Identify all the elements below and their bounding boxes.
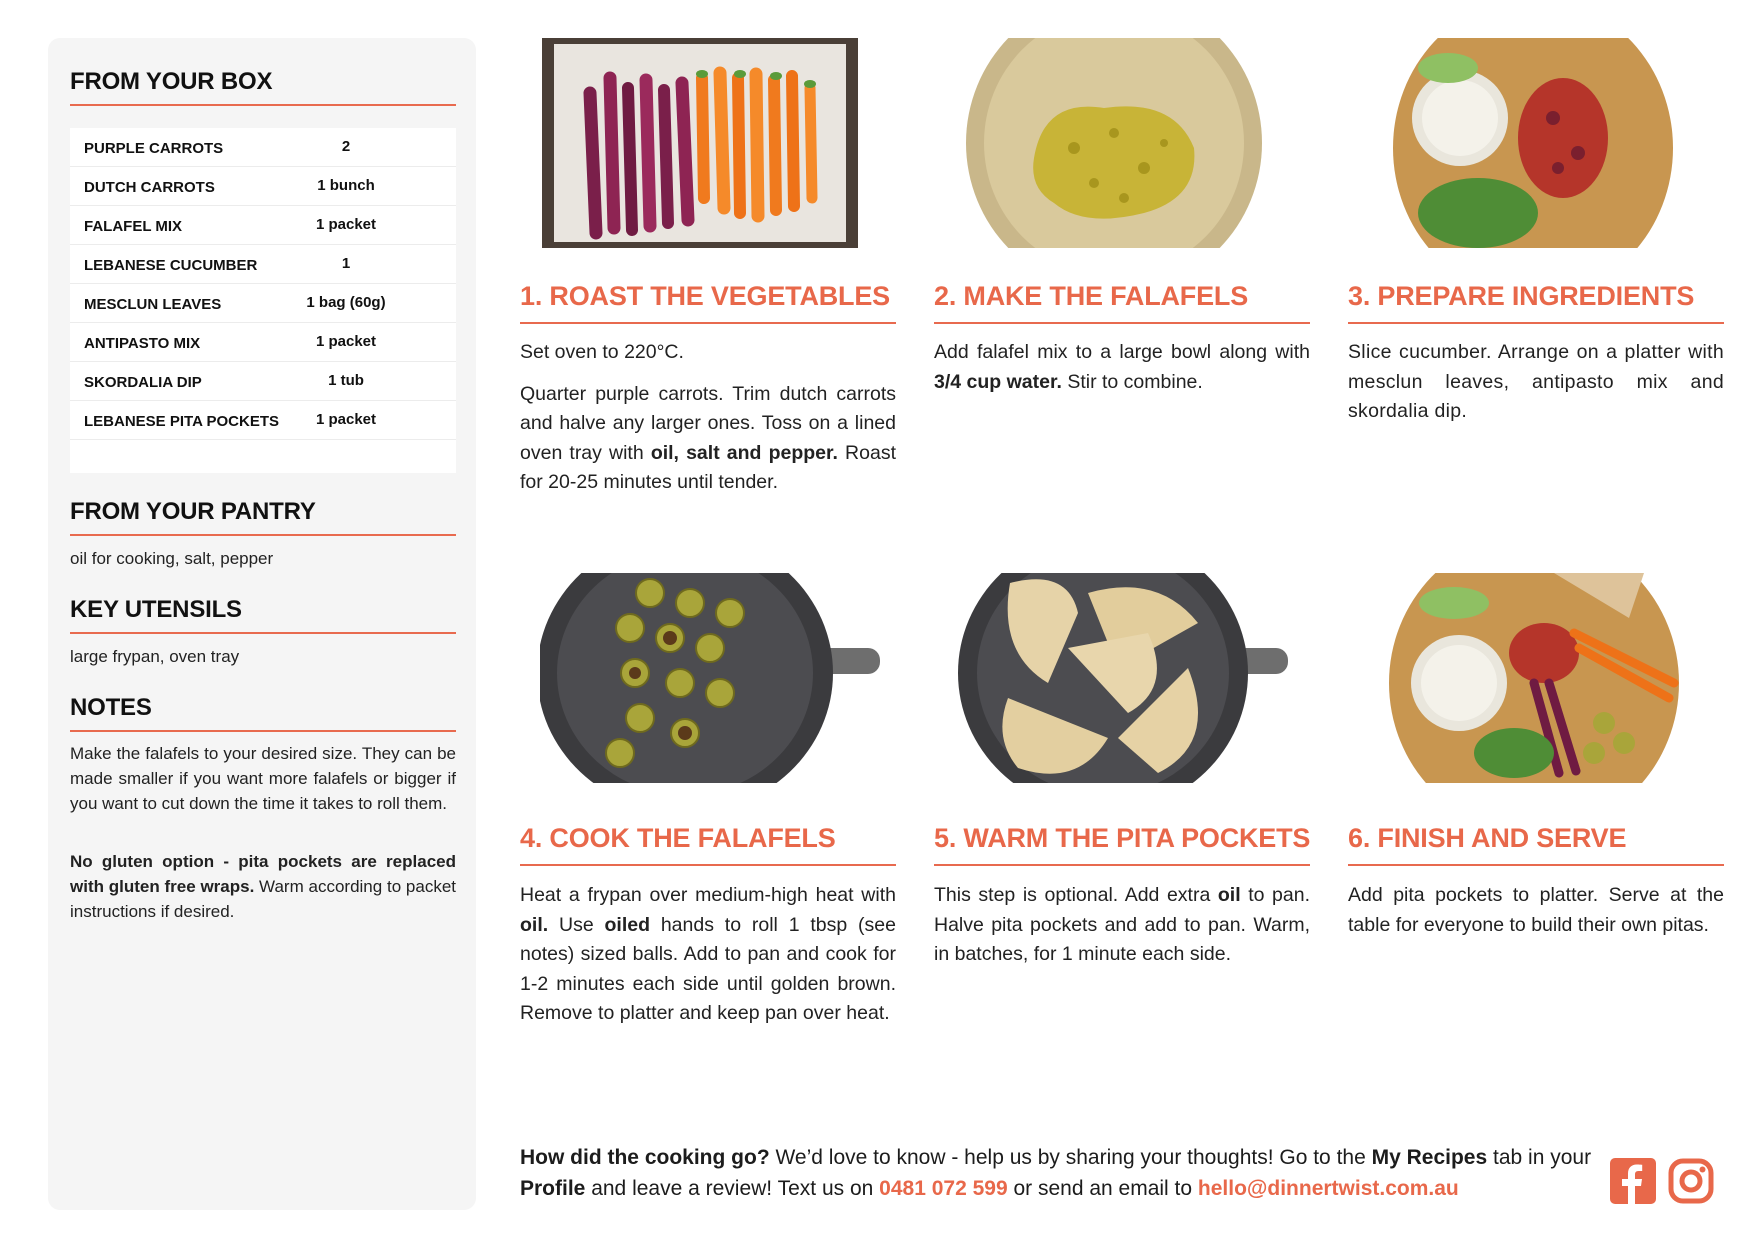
box-heading: FROM YOUR BOX xyxy=(70,68,273,95)
step-4-p1 xyxy=(520,881,896,1029)
ingredient-qty: 1 bunch xyxy=(317,177,375,194)
ingredient-row xyxy=(70,323,456,362)
step-5-p1 xyxy=(934,881,1310,970)
pantry-heading: FROM YOUR PANTRY xyxy=(70,498,316,525)
sidebar xyxy=(48,38,476,1210)
text-run: Add falafel mix to a large bowl along with xyxy=(934,341,1310,363)
heading-rule xyxy=(70,534,456,536)
pita-in-pan-photo xyxy=(958,573,1288,783)
step-4-text xyxy=(520,881,896,1041)
ingredient-row xyxy=(70,206,456,245)
step-rule xyxy=(520,322,896,324)
ingredient-name: LEBANESE CUCUMBER xyxy=(84,257,258,274)
step-6-title: 6. FINISH AND SERVE xyxy=(1348,823,1627,853)
ingredient-name: SKORDALIA DIP xyxy=(84,374,202,391)
ingredient-row xyxy=(70,245,456,284)
step-2-title: 2. MAKE THE FALAFELS xyxy=(934,281,1249,311)
step-1-p1: Set oven to 220°C. xyxy=(520,341,684,363)
step-2-text xyxy=(934,338,1310,409)
pantry-text: oil for cooking, salt, pepper xyxy=(70,549,274,568)
text-run: This step is optional. Add extra xyxy=(934,884,1218,906)
step-1-text xyxy=(520,338,896,510)
ingredient-qty: 1 packet xyxy=(315,333,377,350)
step-6-text xyxy=(1348,881,1724,952)
ingredient-qty: 1 tub xyxy=(328,372,364,389)
step-5-text xyxy=(934,881,1310,982)
step-1-p2 xyxy=(520,380,896,498)
text-run: Stir to combine. xyxy=(1061,370,1203,393)
ingredient-name: MESCLUN LEAVES xyxy=(84,296,222,313)
step-1-title: 1. ROAST THE VEGETABLES xyxy=(520,281,890,311)
ingredient-row xyxy=(70,128,456,167)
finished-platter-photo xyxy=(1384,573,1694,783)
roasted-carrots-tray-photo xyxy=(540,38,860,248)
ingredient-row xyxy=(70,167,456,206)
step-4-title: 4. COOK THE FALAFELS xyxy=(520,823,836,853)
ingredient-row xyxy=(70,284,456,323)
notes-gf-bold: No gluten option - pita pockets are replaced with gluten free wraps. xyxy=(70,852,456,896)
text-run: to pan. Halve pita pockets and add to pan. Warm, in batches, for 1 minute each side. xyxy=(934,884,1310,965)
text-run: and leave a review! Text us on xyxy=(585,1177,880,1200)
step-rule xyxy=(1348,322,1724,324)
ingredient-qty: 1 packet xyxy=(315,411,377,428)
text-run: tab in your xyxy=(1487,1146,1592,1169)
step-3-title: 3. PREPARE INGREDIENTS xyxy=(1348,281,1695,311)
falafels-in-pan-photo xyxy=(540,573,880,783)
step-rule xyxy=(934,864,1310,866)
heading-rule xyxy=(70,104,456,106)
ingredient-row xyxy=(70,401,456,440)
text-bold: 3/4 cup water. xyxy=(934,370,1062,393)
text-bold: oil, salt and pepper. xyxy=(650,441,838,464)
notes-gluten-free xyxy=(70,849,456,924)
text-bold: oiled xyxy=(604,913,651,936)
feedback-footer xyxy=(520,1142,1600,1204)
text-run: Use xyxy=(548,913,605,936)
heading-rule xyxy=(70,632,456,634)
text-bold: oil xyxy=(1217,884,1241,906)
my-recipes-link[interactable]: My Recipes xyxy=(1371,1146,1488,1169)
footer-question: How did the cooking go? xyxy=(520,1146,770,1169)
text-bold: oil. xyxy=(520,913,549,936)
falafel-mix-bowl-photo xyxy=(964,38,1264,248)
phone-number-link[interactable]: 0481 072 599 xyxy=(879,1177,1008,1200)
ingredient-qty: 1 packet xyxy=(315,216,377,233)
step-rule xyxy=(934,322,1310,324)
text-run: or send an email to xyxy=(1007,1177,1198,1200)
notes-text: Make the falafels to your desired size. They can be made smaller if you want more falafels or bigger if you want to cut down the time it takes to roll them. xyxy=(70,744,456,813)
ingredient-row xyxy=(70,362,456,401)
ingredient-qty: 2 xyxy=(341,138,351,155)
notes-gf-rest: Warm according to packet instructions if desired. xyxy=(70,877,456,921)
text-run: hands to roll 1 tbsp (see notes) sized balls. Add to pan and cook for 1-2 minutes each side until golden brown. Remove to platter and keep pan over heat. xyxy=(520,913,896,1024)
ingredients-table xyxy=(70,128,456,473)
ingredient-qty: 1 xyxy=(341,255,351,272)
step-6-p1: Add pita pockets to platter. Serve at the table for everyone to build their own pitas. xyxy=(1348,884,1724,936)
instagram-icon[interactable] xyxy=(1668,1158,1714,1204)
step-5-title: 5. WARM THE PITA POCKETS xyxy=(934,823,1311,853)
text-run: We’d love to know - help us by sharing your thoughts! Go to the xyxy=(769,1146,1372,1169)
step-2-p1 xyxy=(934,338,1310,397)
profile-link[interactable]: Profile xyxy=(520,1177,586,1200)
utensils-heading: KEY UTENSILS xyxy=(70,596,242,623)
heading-rule xyxy=(70,730,456,732)
ingredient-name: DUTCH CARROTS xyxy=(84,179,215,196)
ingredient-qty: 1 bag (60g) xyxy=(306,294,386,311)
step-rule xyxy=(1348,864,1724,866)
ingredient-name: FALAFEL MIX xyxy=(84,218,183,235)
text-run: Quarter purple carrots. Trim dutch carrots and halve any larger ones. Toss on a lined oven tray with xyxy=(520,382,896,464)
email-link[interactable]: hello@dinnertwist.com.au xyxy=(1197,1177,1459,1200)
notes-heading: NOTES xyxy=(70,694,152,721)
ingredient-name: ANTIPASTO MIX xyxy=(84,335,201,352)
step-3-text xyxy=(1348,338,1724,439)
text-run: Heat a frypan over medium-high heat with xyxy=(520,884,896,906)
text-run: Roast for 20-25 minutes until tender. xyxy=(520,441,896,493)
ingredient-name: LEBANESE PITA POCKETS xyxy=(84,413,280,430)
platter-photo xyxy=(1388,38,1678,248)
facebook-icon[interactable] xyxy=(1610,1158,1656,1204)
utensils-text: large frypan, oven tray xyxy=(70,647,240,666)
ingredient-name: PURPLE CARROTS xyxy=(84,140,224,157)
step-3-p1: Slice cucumber. Arrange on a platter with mesclun leaves, antipasto mix and skordalia dip. xyxy=(1348,341,1724,422)
step-rule xyxy=(520,864,896,866)
